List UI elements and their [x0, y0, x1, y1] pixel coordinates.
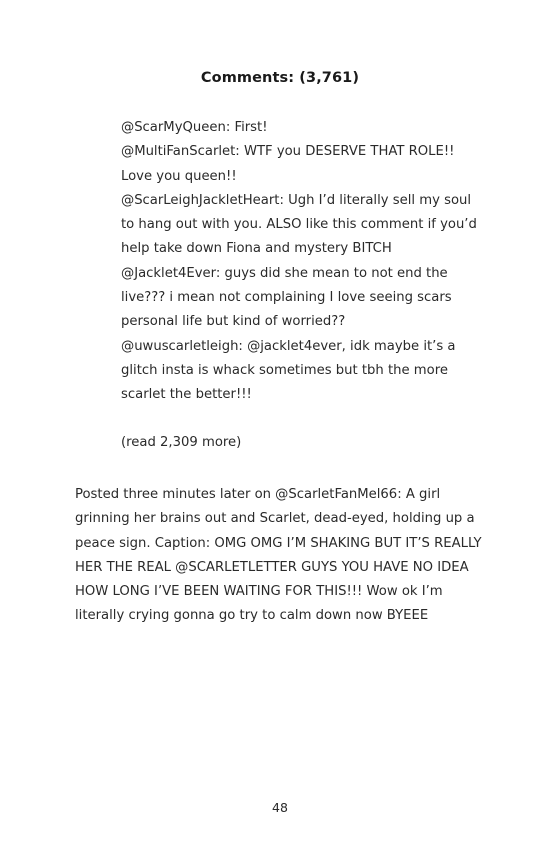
comment-item: @uwuscarletleigh: @jacklet4ever, idk maybe it’s a glitch insta is whack sometimes but tbh the more scarlet the better!!! [121, 338, 456, 403]
comment-item: @ScarMyQueen: First! [121, 120, 268, 135]
read-more-text: (read 2,309 more) [121, 435, 242, 450]
comment-item: @MultiFanScarlet: WTF you DESERVE THAT ROLE!! Love you queen!! [121, 144, 455, 184]
comment-item: @ScarLeighJackletHeart: Ugh I’d literally sell my soul to hang out with you. ALSO like this comment if you’d help take down Fiona and mystery BITCH [121, 192, 477, 257]
comments-heading: Comments: (3,761) [200, 70, 360, 86]
comment-item: @Jacklet4Ever: guys did she mean to not end the live??? i mean not complaining I love seeing scars personal life but kind of worried?? [121, 265, 452, 330]
comment-list [121, 116, 481, 408]
body-paragraph: Posted three minutes later on @ScarletFanMel66: A girl grinning her brains out and Scarlet, dead-eyed, holding up a peace sign. Caption: OMG OMG I’M SHAKING BUT IT’S REALLY HER THE REAL @SCARLETLETTER GUYS YOU HAVE NO IDEA HOW LONG I’VE BEEN WAITING FOR THIS!!! Wow ok I’m literally crying gonna go try to calm down now BYEEE [75, 487, 482, 624]
page-number: 48 [272, 800, 288, 815]
